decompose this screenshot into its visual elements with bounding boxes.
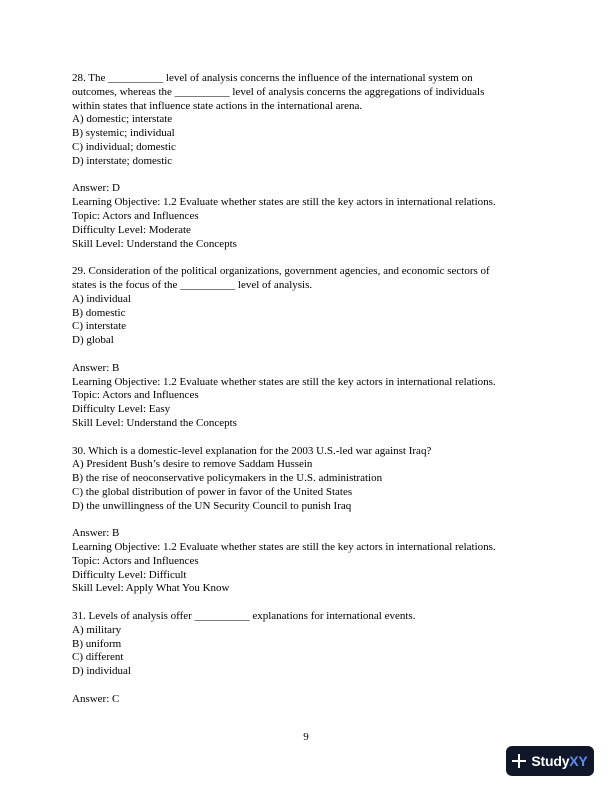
question-28 — [72, 72, 542, 251]
option-d: D) individual — [72, 665, 131, 678]
option-b: B) uniform — [72, 637, 122, 650]
option-c: C) the global distribution of power in favor of the United States — [72, 485, 353, 498]
brand-word: Study — [531, 753, 570, 769]
option-c: C) interstate — [72, 320, 127, 333]
question-content — [72, 72, 542, 707]
question-text-line: 29. Consideration of the political organizations, government agencies, and economic sectors of — [72, 265, 490, 278]
difficulty-level: Difficulty Level: Difficult — [72, 568, 187, 581]
option-a: A) military — [72, 623, 122, 636]
question-31 — [72, 610, 542, 707]
skill-level: Skill Level: Understand the Concepts — [72, 237, 237, 250]
question-text-line: states is the focus of the __________ level of analysis. — [72, 278, 313, 291]
question-29 — [72, 265, 542, 431]
brand-logo-text — [531, 754, 587, 768]
difficulty-level: Difficulty Level: Moderate — [72, 223, 191, 236]
option-d: D) the unwillingness of the UN Security Council to punish Iraq — [72, 499, 352, 512]
option-d: D) global — [72, 334, 114, 347]
learning-objective: Learning Objective: 1.2 Evaluate whether states are still the key actors in international relations. — [72, 375, 496, 388]
option-b: B) systemic; individual — [72, 127, 175, 140]
topic: Topic: Actors and Influences — [72, 389, 199, 402]
learning-objective: Learning Objective: 1.2 Evaluate whether states are still the key actors in international relations. — [72, 541, 496, 554]
question-text-line: within states that influence state actions in the international arena. — [72, 99, 363, 112]
option-a: A) individual — [72, 292, 131, 305]
studyxy-watermark-badge[interactable] — [506, 746, 594, 776]
option-b: B) the rise of neoconservative policymakers in the U.S. administration — [72, 472, 383, 485]
answer: Answer: B — [72, 361, 120, 374]
option-c: C) different — [72, 651, 124, 664]
option-b: B) domestic — [72, 306, 126, 319]
question-text-line: 31. Levels of analysis offer __________ explanations for international events. — [72, 610, 416, 623]
option-d: D) interstate; domestic — [72, 154, 173, 167]
question-text-line: 30. Which is a domestic-level explanation for the 2003 U.S.-led war against Iraq? — [72, 444, 432, 457]
question-text-line: 28. The __________ level of analysis concerns the influence of the international system on — [72, 72, 473, 84]
page-number: 9 — [303, 731, 309, 743]
answer: Answer: B — [72, 527, 120, 540]
topic: Topic: Actors and Influences — [72, 209, 199, 222]
question-text-line: outcomes, whereas the __________ level of analysis concerns the aggregations of individuals — [72, 85, 485, 98]
answer: Answer: D — [72, 182, 120, 195]
plus-icon — [512, 754, 526, 768]
learning-objective: Learning Objective: 1.2 Evaluate whether states are still the key actors in international relations. — [72, 196, 496, 209]
answer: Answer: C — [72, 692, 120, 705]
option-a: A) President Bush’s desire to remove Saddam Hussein — [72, 458, 313, 471]
difficulty-level: Difficulty Level: Easy — [72, 403, 171, 416]
question-30 — [72, 445, 542, 597]
option-c: C) individual; domestic — [72, 140, 176, 153]
brand-accent: XY — [569, 753, 588, 769]
skill-level: Skill Level: Understand the Concepts — [72, 416, 237, 429]
skill-level: Skill Level: Apply What You Know — [72, 582, 230, 595]
option-a: A) domestic; interstate — [72, 113, 173, 126]
topic: Topic: Actors and Influences — [72, 554, 199, 567]
